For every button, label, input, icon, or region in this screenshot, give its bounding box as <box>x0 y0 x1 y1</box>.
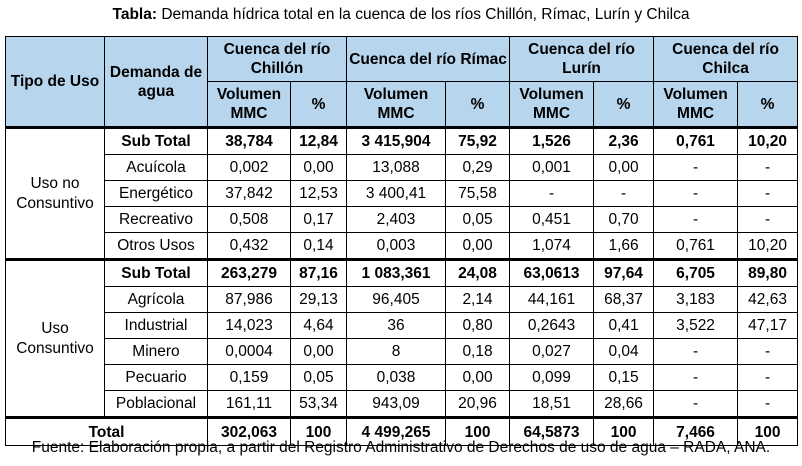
table-cell: 10,20 <box>738 128 798 155</box>
table-cell: 87,986 <box>208 287 291 313</box>
header-percent: % <box>291 82 347 128</box>
header-basin-chilca: Cuenca del río Chilca <box>654 37 798 82</box>
table-cell: 0,18 <box>446 339 510 365</box>
group-label: Uso no Consuntivo <box>6 128 105 260</box>
header-volumen: Volumen MMC <box>347 82 446 128</box>
table-row <box>6 313 798 339</box>
header-demanda-de-agua: Demanda de agua <box>105 37 208 128</box>
table-cell: 89,80 <box>738 260 798 287</box>
table-row <box>6 339 798 365</box>
table-cell: - <box>654 391 738 418</box>
table-cell: 0,002 <box>208 155 291 181</box>
table-cell: 12,53 <box>291 181 347 207</box>
table-cell: 0,038 <box>347 365 446 391</box>
table-cell: 0,15 <box>594 365 654 391</box>
table-cell: 38,784 <box>208 128 291 155</box>
header-basin-lurin: Cuenca del río Lurín <box>510 37 654 82</box>
row-label: Acuícola <box>105 155 208 181</box>
table-cell: 0,003 <box>347 233 446 260</box>
table-cell: - <box>594 181 654 207</box>
table-cell: 943,09 <box>347 391 446 418</box>
table-cell: 0,29 <box>446 155 510 181</box>
row-label: Industrial <box>105 313 208 339</box>
table-cell: 0,159 <box>208 365 291 391</box>
table-cell: 161,11 <box>208 391 291 418</box>
table-cell: 1,66 <box>594 233 654 260</box>
table-cell: - <box>654 365 738 391</box>
table-cell: 63,0613 <box>510 260 594 287</box>
table-cell: 0,761 <box>654 233 738 260</box>
row-label: Recreativo <box>105 207 208 233</box>
table-cell: 13,088 <box>347 155 446 181</box>
table-row <box>6 233 798 260</box>
table-cell: 0,05 <box>446 207 510 233</box>
total-cell: 100 <box>446 418 510 446</box>
table-cell: 75,92 <box>446 128 510 155</box>
table-cell: - <box>654 207 738 233</box>
table-cell: 53,34 <box>291 391 347 418</box>
table-cell: 0,04 <box>594 339 654 365</box>
total-cell: 7,466 <box>654 418 738 446</box>
table-cell: 44,161 <box>510 287 594 313</box>
table-cell: 20,96 <box>446 391 510 418</box>
table-cell: 68,37 <box>594 287 654 313</box>
water-demand-table <box>5 36 798 446</box>
table-cell: 37,842 <box>208 181 291 207</box>
table-cell: 0,508 <box>208 207 291 233</box>
table-cell: 0,00 <box>446 365 510 391</box>
table-cell: 0,41 <box>594 313 654 339</box>
table-row <box>6 391 798 418</box>
source-note: Fuente: Elaboración propia, a partir del Registro Administrativo de Derechos de uso de agua – RADA, ANA. <box>31 439 771 456</box>
table-cell: 0,05 <box>291 365 347 391</box>
table-cell: 1,074 <box>510 233 594 260</box>
header-volumen: Volumen MMC <box>654 82 738 128</box>
table-cell: 29,13 <box>291 287 347 313</box>
total-cell: 100 <box>738 418 798 446</box>
table-cell: 0,70 <box>594 207 654 233</box>
group-uso-consuntivo <box>6 260 798 418</box>
table-row <box>6 181 798 207</box>
table-cell: - <box>654 155 738 181</box>
table-row <box>6 365 798 391</box>
table-cell: 0,2643 <box>510 313 594 339</box>
table-cell: 1 083,361 <box>347 260 446 287</box>
row-label: Energético <box>105 181 208 207</box>
table-cell: - <box>654 181 738 207</box>
table-cell: 1,526 <box>510 128 594 155</box>
table-cell: - <box>510 181 594 207</box>
table-cell: 3 415,904 <box>347 128 446 155</box>
table-cell: - <box>738 181 798 207</box>
table-cell: 0,00 <box>446 233 510 260</box>
table-cell: 28,66 <box>594 391 654 418</box>
table-cell: - <box>738 155 798 181</box>
table-cell: 0,451 <box>510 207 594 233</box>
header-volumen: Volumen MMC <box>208 82 291 128</box>
table-cell: 18,51 <box>510 391 594 418</box>
table-cell: - <box>738 207 798 233</box>
group-uso-no-consuntivo <box>6 128 798 260</box>
table-cell: 24,08 <box>446 260 510 287</box>
header-basin-chillon: Cuenca del río Chillón <box>208 37 347 82</box>
table-cell: - <box>738 365 798 391</box>
row-label: Minero <box>105 339 208 365</box>
table-cell: 0,00 <box>594 155 654 181</box>
table-cell: 0,00 <box>291 339 347 365</box>
table-cell: 0,17 <box>291 207 347 233</box>
table-cell: 36 <box>347 313 446 339</box>
subtotal-label: Sub Total <box>105 260 208 287</box>
table-cell: 0,432 <box>208 233 291 260</box>
row-label: Agrícola <box>105 287 208 313</box>
row-label: Pecuario <box>105 365 208 391</box>
table-cell: 97,64 <box>594 260 654 287</box>
table-cell: 0,14 <box>291 233 347 260</box>
table-row <box>6 155 798 181</box>
table-caption <box>0 6 802 24</box>
total-cell: 302,063 <box>208 418 291 446</box>
table-cell: 8 <box>347 339 446 365</box>
table-cell: 3,183 <box>654 287 738 313</box>
table-cell: 0,001 <box>510 155 594 181</box>
total-cell: 64,5873 <box>510 418 594 446</box>
header-percent: % <box>738 82 798 128</box>
caption-text: Demanda hídrica total en la cuenca de los ríos Chillón, Rímac, Lurín y Chilca <box>157 6 690 23</box>
table-cell: 3,522 <box>654 313 738 339</box>
table-cell: 2,14 <box>446 287 510 313</box>
table-cell: 263,279 <box>208 260 291 287</box>
table-cell: 0,00 <box>291 155 347 181</box>
table-cell: 0,761 <box>654 128 738 155</box>
table-cell: - <box>654 339 738 365</box>
row-label: Otros Usos <box>105 233 208 260</box>
table-cell: 2,403 <box>347 207 446 233</box>
table-cell: 87,16 <box>291 260 347 287</box>
subtotal-row <box>6 260 798 287</box>
table-cell: 0,027 <box>510 339 594 365</box>
table-cell: 2,36 <box>594 128 654 155</box>
header-tipo-de-uso: Tipo de Uso <box>6 37 105 128</box>
header-percent: % <box>446 82 510 128</box>
header-basin-rimac: Cuenca del río Rímac <box>347 37 510 82</box>
table-cell: 14,023 <box>208 313 291 339</box>
group-label: Uso Consuntivo <box>6 260 105 418</box>
table-cell: - <box>738 339 798 365</box>
total-cell: 100 <box>291 418 347 446</box>
table-cell: 6,705 <box>654 260 738 287</box>
table-cell: 0,099 <box>510 365 594 391</box>
subtotal-label: Sub Total <box>105 128 208 155</box>
row-label: Poblacional <box>105 391 208 418</box>
table-row <box>6 287 798 313</box>
table-cell: - <box>738 391 798 418</box>
subtotal-row <box>6 128 798 155</box>
table-cell: 4,64 <box>291 313 347 339</box>
header-percent: % <box>594 82 654 128</box>
table-cell: 96,405 <box>347 287 446 313</box>
table-cell: 0,80 <box>446 313 510 339</box>
table-row <box>6 207 798 233</box>
table-cell: 75,58 <box>446 181 510 207</box>
table-cell: 42,63 <box>738 287 798 313</box>
table-cell: 47,17 <box>738 313 798 339</box>
table-cell: 12,84 <box>291 128 347 155</box>
total-label: Total <box>6 418 208 446</box>
table-cell: 10,20 <box>738 233 798 260</box>
caption-label: Tabla: <box>112 6 158 23</box>
total-cell: 100 <box>594 418 654 446</box>
table-cell: 0,0004 <box>208 339 291 365</box>
table-cell: 3 400,41 <box>347 181 446 207</box>
header-volumen: Volumen MMC <box>510 82 594 128</box>
total-cell: 4 499,265 <box>347 418 446 446</box>
